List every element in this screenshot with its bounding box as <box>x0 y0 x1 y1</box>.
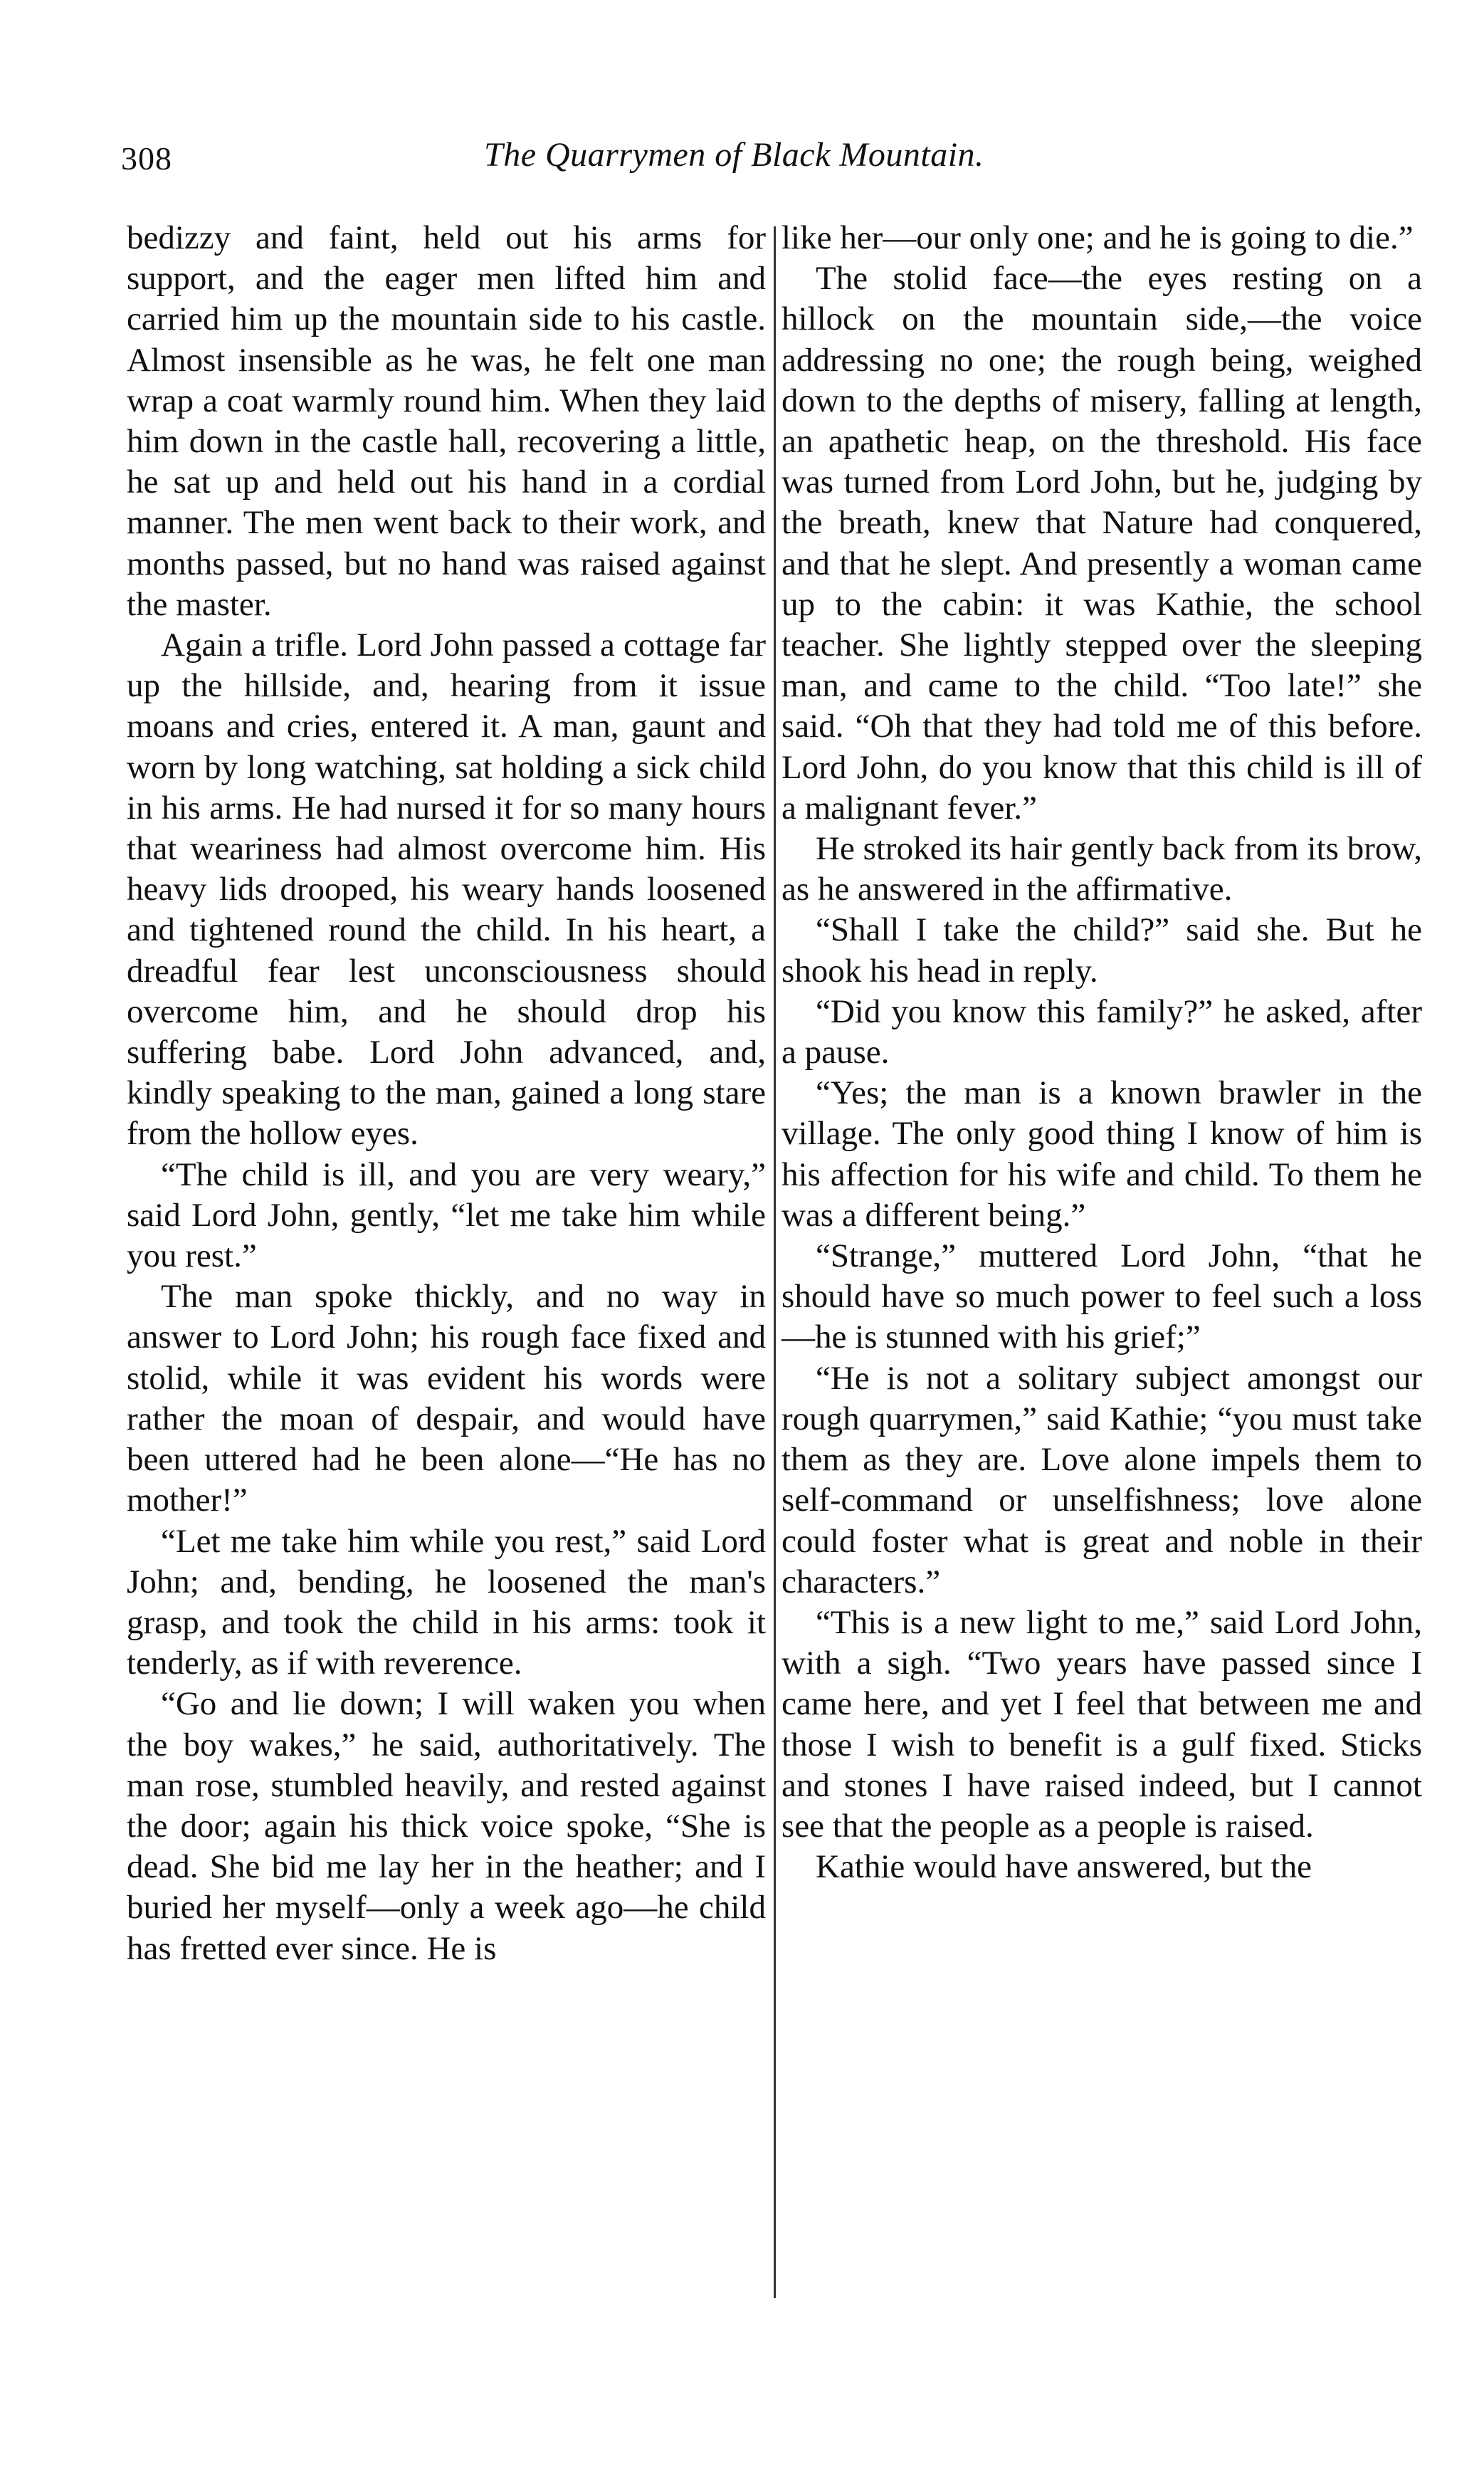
column-divider <box>774 226 776 2298</box>
paragraph: “Let me take him while you rest,” said Lord John; and, bending, he loosened the man's grasp, and took the child in his arms: took it tenderly, as if with reverence. <box>127 1522 766 1682</box>
paragraph: “Yes; the man is a known brawler in the village. The only good thing I know of him is his affection for his wife and child. To them he was a different being.” <box>782 1074 1422 1234</box>
paragraph: “This is a new light to me,” said Lord John, with a sigh. “Two years have passed since I came here, and yet I feel that between me and those I wish to benefit is a gulf fixed. Sticks and stones I have raised indeed, but I cannot see that the people as a people is raised. <box>782 1603 1422 1845</box>
paragraph: “Shall I take the child?” said she. But he shook his head in reply. <box>782 911 1422 990</box>
left-column <box>127 218 766 1969</box>
paragraph: Kathie would have answered, but the <box>816 1848 1312 1886</box>
paragraph: “Did you know this family?” he asked, after a pause. <box>782 992 1422 1071</box>
paragraph: Again a trifle. Lord John passed a cottage far up the hillside, and, hearing from it issue moans and cries, entered it. A man, gaunt and worn by long watching, sat holding a sick child in his arms. He had nursed it for so many hours that weariness had almost overcome him. His heavy lids drooped, his weary hands loosened and tightened round the child. In his heart, a dreadful fear lest unconsciousness should overcome him, and he should drop his suffering babe. Lord John advanced, and, kindly speaking to the man, gained a long stare from the hollow eyes. <box>127 627 766 1153</box>
paragraph: The stolid face—the eyes resting on a hillock on the mountain side,—the voice addressing no one; the rough being, weighed down to the depths of misery, falling at length, an apathetic heap, on the threshold. His face was turned from Lord John, but he, judging by the breath, knew that Nature had conquered, and that he slept. And presently a woman came up to the cabin: it was Kathie, the school teacher. She lightly stepped over the sleeping man, and came to the child. “Too late!” she said. “Oh that they had told me of this before. Lord John, do you know that this child is ill of a malignant fever.” <box>782 260 1422 827</box>
paragraph: He stroked its hair gently back from its brow, as he answered in the affirmative. <box>782 830 1422 908</box>
paragraph: “He is not a solitary subject amongst our rough quarrymen,” said Kathie; “you must take them as they are. Love alone impels them to self-command or unselfishness; love alone could foster what is great and noble in their characters.” <box>782 1359 1422 1600</box>
paragraph: like her—our only one; and he is going to die.” <box>782 219 1414 256</box>
paragraph: “Go and lie down; I will waken you when the boy wakes,” he said, authoritatively. The man rose, stumbled heavily, and rested against the door; again his thick voice spoke, “She is dead. She bid me lay her in the heather; and I buried her myself—only a week ago—he child has fretted ever since. He is <box>127 1685 766 1967</box>
paragraph: The man spoke thickly, and no way in answer to Lord John; his rough face fixed and stolid, while it was evident his words were rather the moan of despair, and would have been uttered had he been alone—“He has no mother!” <box>127 1278 766 1519</box>
paragraph: bedizzy and faint, held out his arms for support, and the eager men lifted him and carried him up the mountain side to his castle. Almost insensible as he was, he felt one man wrap a coat warmly round him. When they laid him down in the castle hall, recovering a little, he sat up and held out his hand in a cordial manner. The men went back to their work, and months passed, but no hand was raised against the master. <box>127 219 766 623</box>
paragraph: “The child is ill, and you are very weary,” said Lord John, gently, “let me take him while you rest.” <box>127 1155 766 1275</box>
right-column <box>782 218 1422 1887</box>
paragraph: “Strange,” muttered Lord John, “that he should have so much power to feel such a loss—he is stunned with his grief;” <box>782 1237 1422 1356</box>
page-number: 308 <box>121 140 172 177</box>
running-title: The Quarrymen of Black Mountain. <box>484 136 984 174</box>
